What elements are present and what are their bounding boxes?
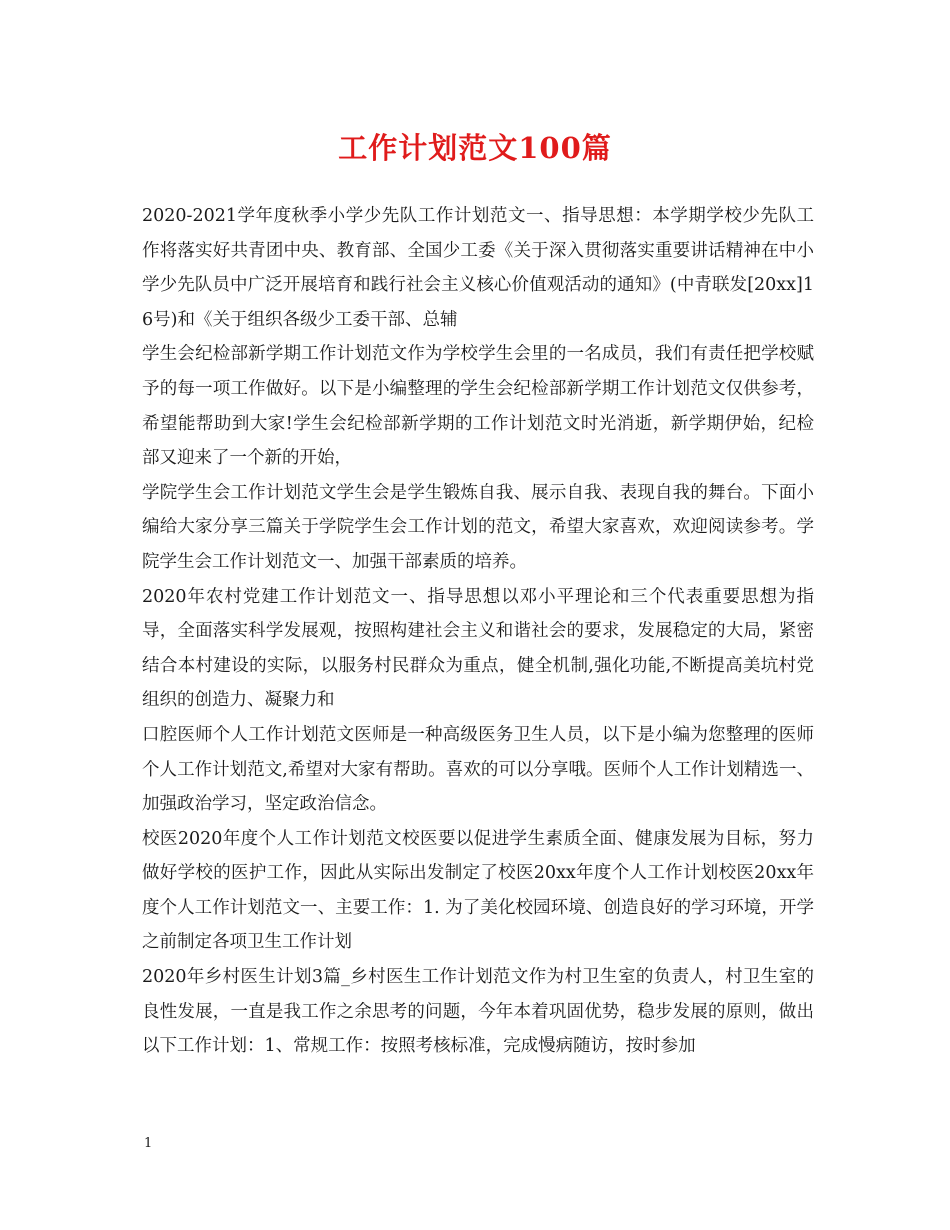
- document-body: [142, 199, 814, 1064]
- paragraph-2: 学生会纪检部新学期工作计划范文作为学校学生会里的一名成员，我们有责任把学校赋予的每一项工作做好。以下是小编整理的学生会纪检部新学期工作计划范文仅供参考，希望能帮助到大家!学生会纪检部新学期的工作计划范文时光消逝，新学期伊始，纪检部又迎来了一个新的开始，: [142, 344, 814, 469]
- paragraph-1: 2020-2021学年度秋季小学少先队工作计划范文一、指导思想：本学期学校少先队工作将落实好共青团中央、教育部、全国少工委《关于深入贯彻落实重要讲话精神在中小学少先队员中广泛开展培育和践行社会主义核心价值观活动的通知》(中青联发[20xx]16号)和《关于组织各级少工委干部、总辅: [142, 206, 814, 330]
- page-number: 1: [144, 1136, 153, 1151]
- paragraph-5: 口腔医师个人工作计划范文医师是一种高级医务卫生人员，以下是小编为您整理的医师个人工作计划范文,希望对大家有帮助。喜欢的可以分享哦。医师个人工作计划精选一、加强政治学习，坚定政治信念。: [142, 724, 814, 815]
- page-title: 工作计划范文100篇: [338, 131, 612, 165]
- paragraph-6: 校医2020年度个人工作计划范文校医要以促进学生素质全面、健康发展为目标，努力做好学校的医护工作，因此从实际出发制定了校医20xx年度个人工作计划校医20xx年度个人工作计划范文一、主要工作：1. 为了美化校园环境、创造良好的学习环境，开学之前制定各项卫生工作计划: [142, 828, 814, 953]
- paragraph-7: 2020年乡村医生计划3篇_乡村医生工作计划范文作为村卫生室的负责人，村卫生室的良性发展，一直是我工作之余思考的问题，今年本着巩固优势，稳步发展的原则，做出以下工作计划：1、常规工作：按照考核标准，完成慢病随访，按时参加: [142, 967, 814, 1057]
- paragraph-3: 学院学生会工作计划范文学生会是学生锻炼自我、展示自我、表现自我的舞台。下面小编给大家分享三篇关于学院学生会工作计划的范文，希望大家喜欢，欢迎阅读参考。学院学生会工作计划范文一、加强干部素质的培养。: [142, 482, 814, 572]
- paragraph-4: 2020年农村党建工作计划范文一、指导思想以邓小平理论和三个代表重要思想为指导，全面落实科学发展观，按照构建社会主义和谐社会的要求，发展稳定的大局，紧密结合本村建设的实际，以服务村民群众为重点，健全机制,强化功能,不断提高美坑村党组织的创造力、凝聚力和: [142, 586, 814, 711]
